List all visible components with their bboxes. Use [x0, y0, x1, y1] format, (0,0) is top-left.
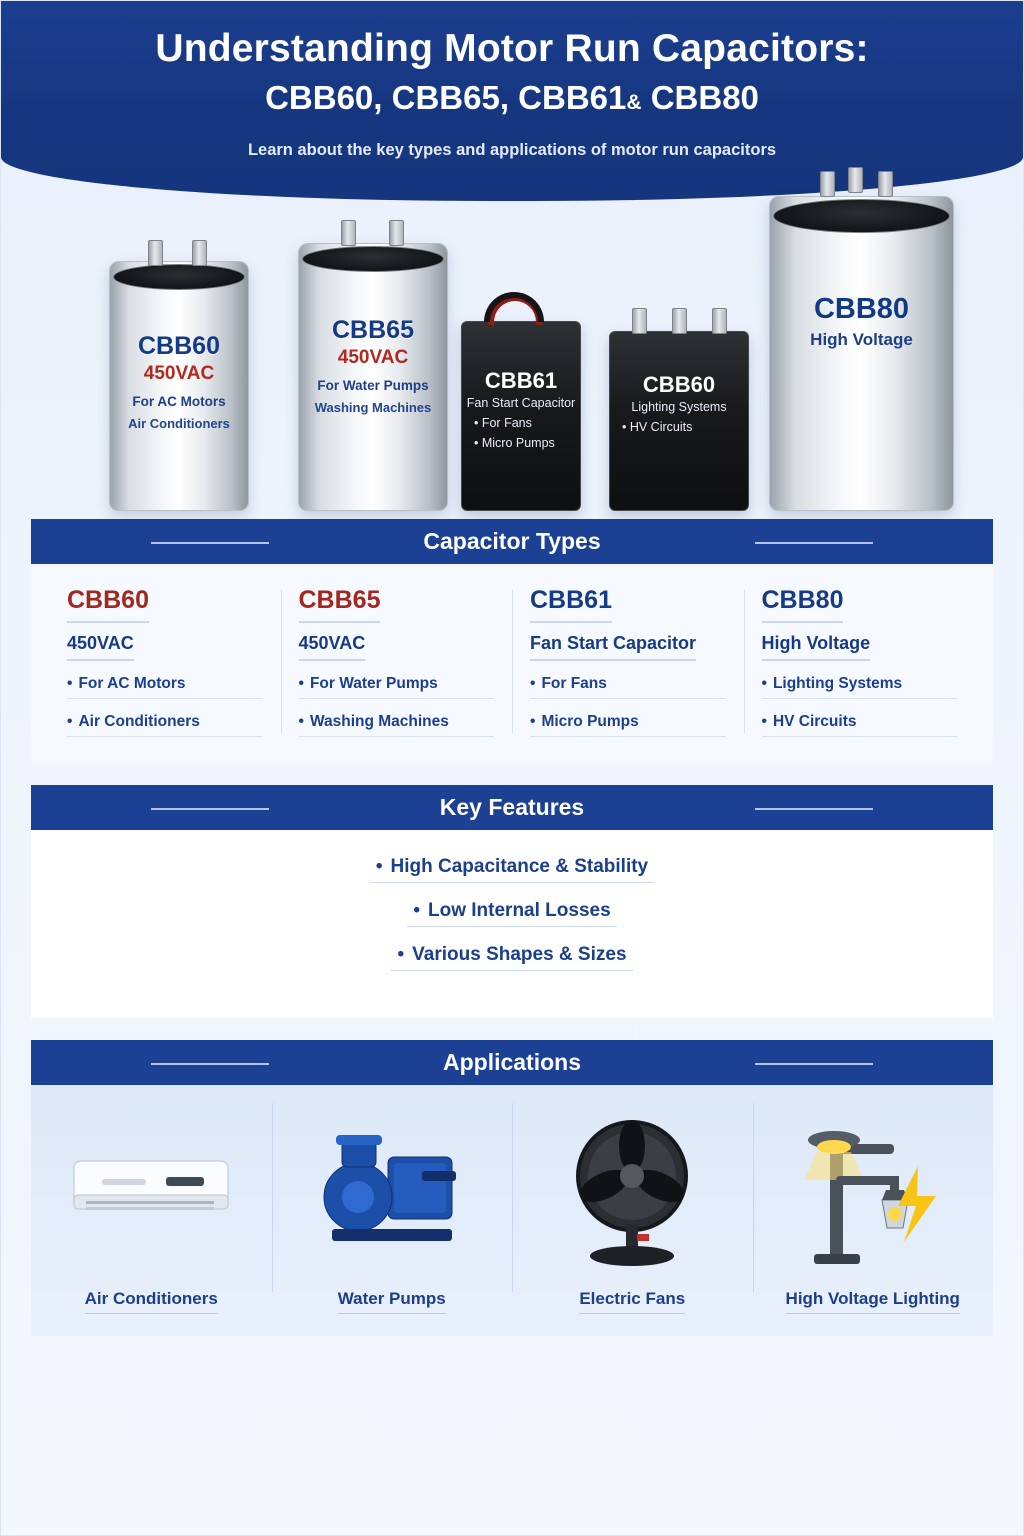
bullet-icon: •: [397, 944, 405, 965]
type-list-item: [67, 713, 263, 737]
hero-label-item: • HV Circuits: [622, 420, 693, 434]
type-item-text: For Fans: [541, 675, 607, 692]
bullet-icon: •: [67, 675, 73, 692]
hero-capacitor-cbb80: [769, 196, 954, 511]
air-conditioner-icon: [37, 1109, 266, 1279]
page-header: [1, 1, 1023, 201]
type-card-cbb80: [744, 586, 976, 737]
hero-label-item: • Micro Pumps: [474, 436, 555, 450]
hero-label-voltage: 450VAC: [337, 347, 409, 368]
application-air-conditioner: [31, 1095, 272, 1336]
type-voltage: High Voltage: [762, 633, 871, 661]
type-card-cbb60: [49, 586, 281, 737]
feature-item: [370, 856, 654, 883]
feature-text: Various Shapes & Sizes: [412, 944, 627, 965]
hero-label-name: CBB61: [484, 368, 558, 393]
hero-label-line2: Air Conditioners: [128, 416, 230, 431]
type-list-item: [530, 675, 726, 699]
bullet-icon: •: [761, 675, 767, 692]
street-lamp-icon: [759, 1109, 988, 1279]
terminal-tab: [341, 220, 356, 246]
bullet-icon: •: [413, 900, 420, 921]
subtitle-models: CBB60, CBB65, CBB61: [265, 78, 627, 116]
key-features-panel: [31, 830, 993, 1018]
type-name: CBB80: [762, 586, 844, 623]
bullet-icon: •: [298, 675, 304, 692]
type-card-cbb65: [281, 586, 513, 737]
hero-label-voltage: 450VAC: [143, 363, 215, 384]
hero-label-line2: Washing Machines: [314, 400, 432, 415]
section-banner-types: Capacitor Types: [31, 519, 993, 564]
hero-label-name: CBB80: [813, 293, 910, 325]
bullet-icon: •: [375, 856, 383, 877]
type-item-text: For Water Pumps: [309, 675, 438, 692]
type-list-item: [299, 713, 495, 737]
capacitor-types-panel: [31, 564, 993, 763]
type-name: CBB60: [67, 586, 149, 623]
hero-label-sub: High Voltage: [810, 330, 913, 349]
feature-item: [407, 900, 616, 927]
type-list-item: [530, 713, 726, 737]
hero-capacitor-cbb60-box: [609, 331, 749, 511]
bullet-icon: •: [298, 713, 304, 730]
hero-capacitor-cbb61: [461, 321, 581, 511]
can-top-cbb65: [302, 246, 444, 272]
hero-label-name: CBB60: [642, 372, 716, 397]
application-water-pump: [272, 1095, 513, 1336]
type-voltage: 450VAC: [67, 633, 134, 661]
can-top-cbb80: [773, 199, 950, 233]
hero-label-line1: For Water Pumps: [317, 378, 429, 393]
terminal-tab: [712, 308, 727, 334]
electric-fan-icon: [518, 1109, 747, 1279]
type-item-text: Micro Pumps: [541, 713, 639, 730]
type-list-item: [762, 713, 958, 737]
applications-panel: [31, 1085, 993, 1336]
page-title: Understanding Motor Run Capacitors:: [155, 27, 869, 70]
type-item-text: For AC Motors: [78, 675, 186, 692]
terminal-tab: [848, 167, 863, 193]
hero-label-sub: Fan Start Capacitor: [466, 396, 576, 410]
type-name: CBB65: [299, 586, 381, 623]
hero-capacitor-row: [1, 189, 1023, 519]
type-list-item: [299, 675, 495, 699]
terminal-tab: [389, 220, 404, 246]
hero-label-item: • For Fans: [474, 416, 532, 430]
type-item-text: Lighting Systems: [772, 675, 903, 692]
feature-text: High Capacitance & Stability: [390, 856, 649, 877]
hero-capacitor-cbb60: [109, 261, 249, 511]
terminal-tab: [820, 171, 835, 197]
page-subtitle: [1, 79, 1023, 117]
terminal-tab: [192, 240, 207, 266]
terminal-tab: [672, 308, 687, 334]
type-list-item: [67, 675, 263, 699]
application-electric-fan: [512, 1095, 753, 1336]
bullet-icon: •: [530, 713, 536, 730]
application-label: High Voltage Lighting: [786, 1289, 960, 1314]
hero-label-line1: For AC Motors: [132, 394, 226, 409]
hero-label-sub: Lighting Systems: [631, 400, 727, 414]
application-label: Electric Fans: [579, 1289, 685, 1314]
terminal-tab: [148, 240, 163, 266]
application-label: Water Pumps: [338, 1289, 446, 1314]
can-top-cbb60: [113, 264, 245, 290]
bullet-icon: •: [67, 713, 73, 730]
type-item-text: Washing Machines: [309, 713, 449, 730]
terminal-tab: [632, 308, 647, 334]
subtitle-model-last: CBB80: [650, 78, 759, 116]
bullet-icon: •: [761, 713, 767, 730]
type-item-text: Air Conditioners: [78, 713, 200, 730]
hero-label-name: CBB60: [138, 332, 220, 360]
type-voltage: Fan Start Capacitor: [530, 633, 696, 661]
application-high-voltage-lighting: [753, 1095, 994, 1336]
application-label: Air Conditioners: [85, 1289, 218, 1314]
hero-capacitor-cbb65: [298, 243, 448, 511]
bullet-icon: •: [530, 675, 536, 692]
section-banner-features: Key Features: [31, 785, 993, 830]
ampersand: &: [626, 90, 642, 114]
feature-text: Low Internal Losses: [428, 900, 611, 921]
hero-label-name: CBB65: [332, 316, 414, 344]
type-card-cbb61: [512, 586, 744, 737]
type-list-item: [762, 675, 958, 699]
feature-item: [391, 944, 632, 971]
page-tagline: Learn about the key types and applications of motor run capacitors: [247, 140, 777, 159]
water-pump-icon: [278, 1109, 507, 1279]
section-banner-applications: Applications: [31, 1040, 993, 1085]
type-name: CBB61: [530, 586, 612, 623]
type-voltage: 450VAC: [299, 633, 366, 661]
lead-wire-black: [484, 292, 544, 322]
type-item-text: HV Circuits: [772, 713, 857, 730]
terminal-tab: [878, 171, 893, 197]
